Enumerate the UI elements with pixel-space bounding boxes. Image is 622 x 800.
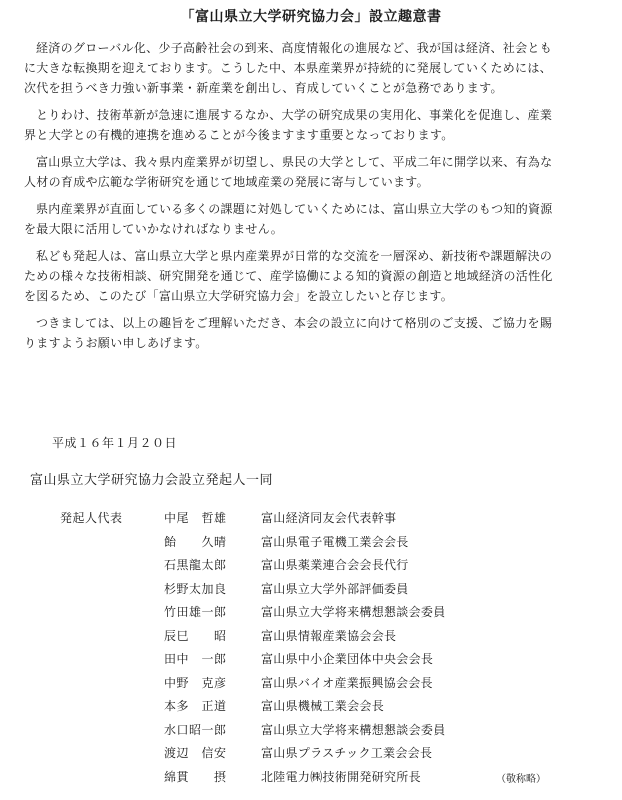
- signatory-position: 富山県薬業連合会会長代行: [261, 558, 409, 572]
- paragraph: [24, 313, 598, 353]
- signatory-name: 中尾 哲雄: [164, 511, 227, 525]
- signatory-position: 富山県情報産業協会会長: [261, 628, 397, 643]
- paragraph-line: 経済のグローバル化、少子高齢社会の到来、高度情報化の進展など、我が国は経済、社会とも: [36, 41, 553, 55]
- signatory-group-name: 富山県立大学研究協力会設立発起人一同: [30, 473, 274, 488]
- document-date: 平成１６年１月２０日: [52, 436, 178, 450]
- signatory-row: [60, 579, 600, 603]
- signatory-position: 富山県機械工業会会長: [261, 699, 385, 713]
- signatory-name: 田中 一郎: [164, 652, 227, 666]
- paragraph-line: を図るため、このたび「富山県立大学研究協力会」を設立したいと存じます。: [24, 289, 454, 303]
- paragraph: [24, 152, 598, 192]
- signatory-row: [60, 508, 600, 532]
- document-title: 「富山県立大学研究協力会」設立趣意書: [180, 9, 442, 25]
- signatory-row: [60, 602, 600, 626]
- paragraph-line: 私ども発起人は、富山県立大学と県内産業界が日常的な交流を一層深め、新技術や課題解決の: [36, 249, 553, 263]
- signatory-position: 富山県立大学外部評価委員: [261, 581, 409, 596]
- signatory-name: 渡辺 信安: [164, 746, 227, 760]
- signatory-name: 石黒龍太郎: [164, 558, 227, 572]
- signatory-row: [60, 720, 600, 744]
- paragraph-line: 富山県立大学は、我々県内産業界が切望し、県民の大学として、平成二年に開学以来、有為な: [36, 155, 553, 169]
- honorific-note: （敬称略）: [496, 773, 546, 785]
- paragraph-line: りますようお願い申しあげます。: [24, 336, 208, 350]
- signatory-row: [60, 626, 600, 650]
- signatory-name: 飴 久晴: [164, 534, 227, 549]
- paragraph: [24, 246, 598, 306]
- signatory-row: [60, 532, 600, 556]
- paragraph: [24, 199, 598, 239]
- document-body: [24, 38, 598, 360]
- signatory-name: 杉野太加良: [164, 581, 227, 596]
- signatory-name: 辰巳 昭: [164, 628, 227, 643]
- signatory-name: 水口昭一郎: [164, 722, 227, 737]
- signatory-row: [60, 767, 600, 791]
- signatory-position: 富山県電子電機工業会会長: [261, 534, 409, 549]
- signatory-row: [60, 555, 600, 579]
- signatory-row: [60, 673, 600, 697]
- signatory-position: 富山県プラスチック工業会会長: [261, 746, 433, 760]
- signatory-name: 竹田雄一郎: [164, 605, 227, 619]
- paragraph-line: 県内産業界が直面している多くの課題に対処していくためには、富山県立大学のもつ知的資源: [36, 202, 553, 216]
- signatory-position: 富山県立大学将来構想懇談会委員: [261, 605, 446, 619]
- signatory-position: 富山県バイオ産業振興協会会長: [261, 675, 433, 690]
- paragraph-line: に大きな転換期を迎えております。こうした中、本県産業界が持続的に発展していくためには、: [24, 61, 552, 75]
- signatory-name: 本多 正道: [164, 699, 227, 713]
- paragraph-line: 界と大学との有機的連携を進めることが今後ますます重要となっております。: [24, 128, 454, 142]
- signatory-roster: [60, 508, 600, 790]
- paragraph-line: つきましては、以上の趣旨をご理解いただき、本会の設立に向けて格別のご支援、ご協力を賜: [36, 316, 553, 330]
- signatory-name: 綿貫 摂: [164, 769, 227, 784]
- signatory-row: [60, 649, 600, 673]
- signatory-position: 富山経済同友会代表幹事: [261, 511, 397, 525]
- paragraph-line: を最大限に活用していかなければなりません。: [24, 222, 284, 236]
- signatory-row: [60, 696, 600, 720]
- signatory-row: [60, 743, 600, 767]
- paragraph: [24, 105, 598, 145]
- signatory-role: 発起人代表: [60, 511, 123, 525]
- signatory-position: 富山県立大学将来構想懇談会委員: [261, 722, 446, 737]
- signatory-name: 中野 克彦: [164, 675, 227, 690]
- paragraph-line: 次代を担うべき力強い新事業・新産業を創出し、育成していくことが急務であります。: [24, 81, 503, 95]
- paragraph: [24, 38, 598, 98]
- paragraph-line: 人材の育成や広範な学術研究を通じて地域産業の発展に寄与しています。: [24, 175, 429, 189]
- paragraph-line: ための様々な技術相談、研究開発を通じて、産学協働による知的資源の創造と地域経済の活性化: [24, 269, 553, 283]
- signatory-position: 富山県中小企業団体中央会会長: [261, 652, 434, 666]
- paragraph-line: とりわけ、技術革新が急速に進展するなか、大学の研究成果の実用化、事業化を促進し、産業: [36, 108, 553, 122]
- signatory-position: 北陸電力㈱技術開発研究所長: [261, 769, 421, 784]
